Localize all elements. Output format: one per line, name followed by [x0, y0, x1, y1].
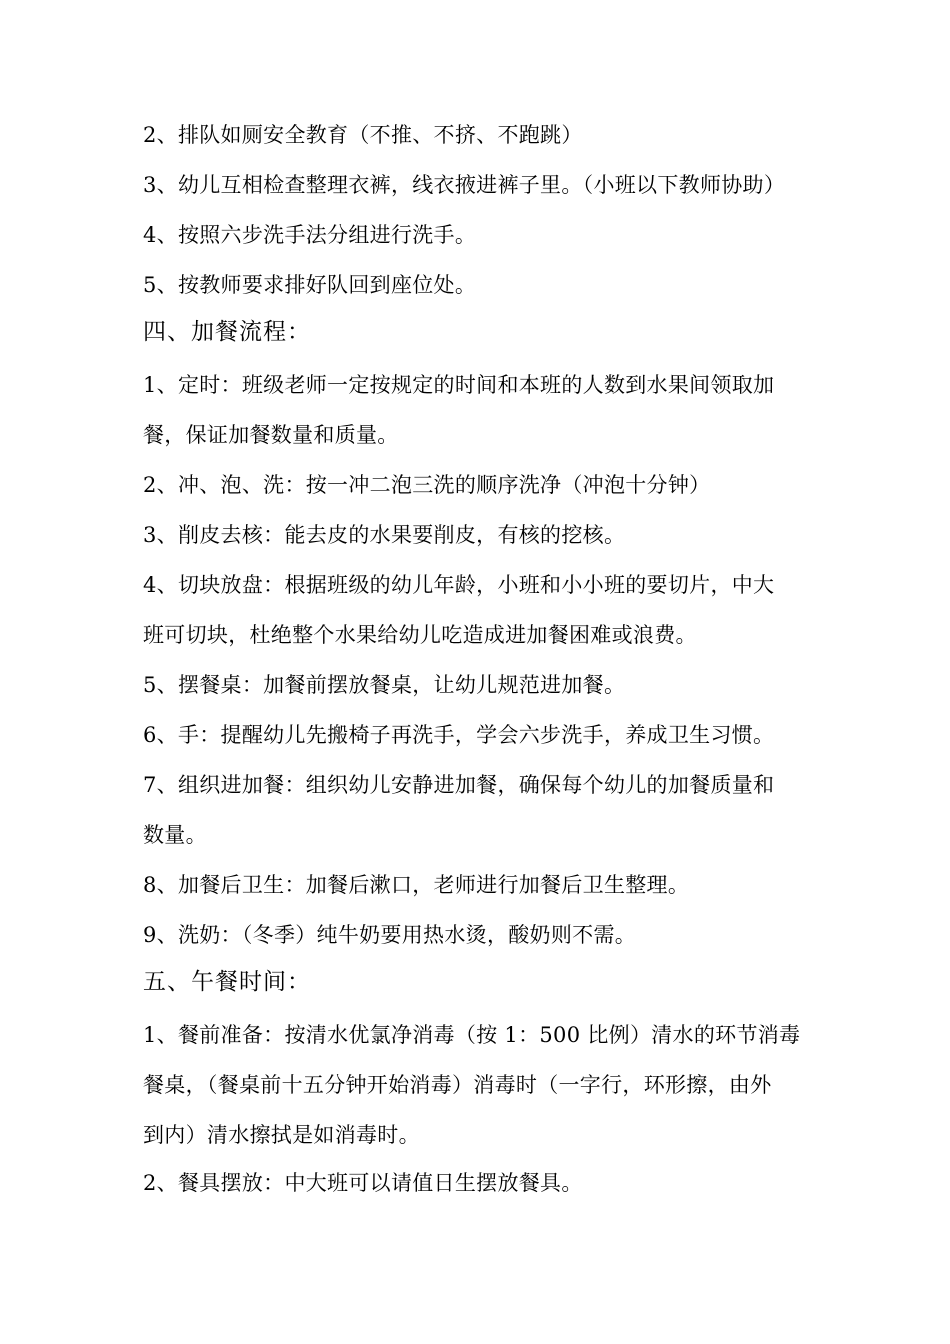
text-line: 数量。: [143, 823, 207, 847]
text-line: 3、削皮去核：能去皮的水果要削皮，有核的挖核。: [143, 523, 626, 547]
text-line: 餐，保证加餐数量和质量。: [143, 423, 399, 447]
section-heading: 四、加餐流程：: [143, 319, 311, 345]
text-line: 到内）清水擦拭是如消毒时。: [143, 1123, 420, 1147]
text-line: 6、手：提醒幼儿先搬椅子再洗手，学会六步洗手，养成卫生习惯。: [143, 723, 775, 747]
text-line: 4、按照六步洗手法分组进行洗手。: [143, 223, 477, 247]
text-line: 2、排队如厕安全教育（不推、不挤、不跑跳）: [143, 123, 583, 147]
text-line: 4、切块放盘：根据班级的幼儿年龄，小班和小小班的要切片，中大: [143, 573, 775, 597]
text-line: 2、餐具摆放：中大班可以请值日生摆放餐具。: [143, 1171, 583, 1195]
section-heading: 五、午餐时间：: [143, 969, 311, 995]
text-line: 7、组织进加餐：组织幼儿安静进加餐，确保每个幼儿的加餐质量和: [143, 773, 775, 797]
text-line: 3、幼儿互相检查整理衣裤，线衣掖进裤子里。（小班以下教师协助）: [143, 173, 786, 197]
text-line: 1、餐前准备：按清水优氯净消毒（按 1：500 比例）清水的环节消毒: [143, 1023, 801, 1047]
text-line: 8、加餐后卫生：加餐后漱口，老师进行加餐后卫生整理。: [143, 873, 690, 897]
text-line: 2、冲、泡、洗：按一冲二泡三洗的顺序洗净（冲泡十分钟）: [143, 473, 711, 497]
text-line: 餐桌，（餐桌前十五分钟开始消毒）消毒时（一字行，环形擦，由外: [143, 1073, 772, 1097]
text-line: 班可切块，杜绝整个水果给幼儿吃造成进加餐困难或浪费。: [143, 623, 697, 647]
text-line: 5、按教师要求排好队回到座位处。: [143, 273, 477, 297]
text-line: 1、定时：班级老师一定按规定的时间和本班的人数到水果间领取加: [143, 373, 775, 397]
text-line: 5、摆餐桌：加餐前摆放餐桌，让幼儿规范进加餐。: [143, 673, 626, 697]
text-line: 9、洗奶：（冬季）纯牛奶要用热水烫，酸奶则不需。: [143, 923, 637, 947]
